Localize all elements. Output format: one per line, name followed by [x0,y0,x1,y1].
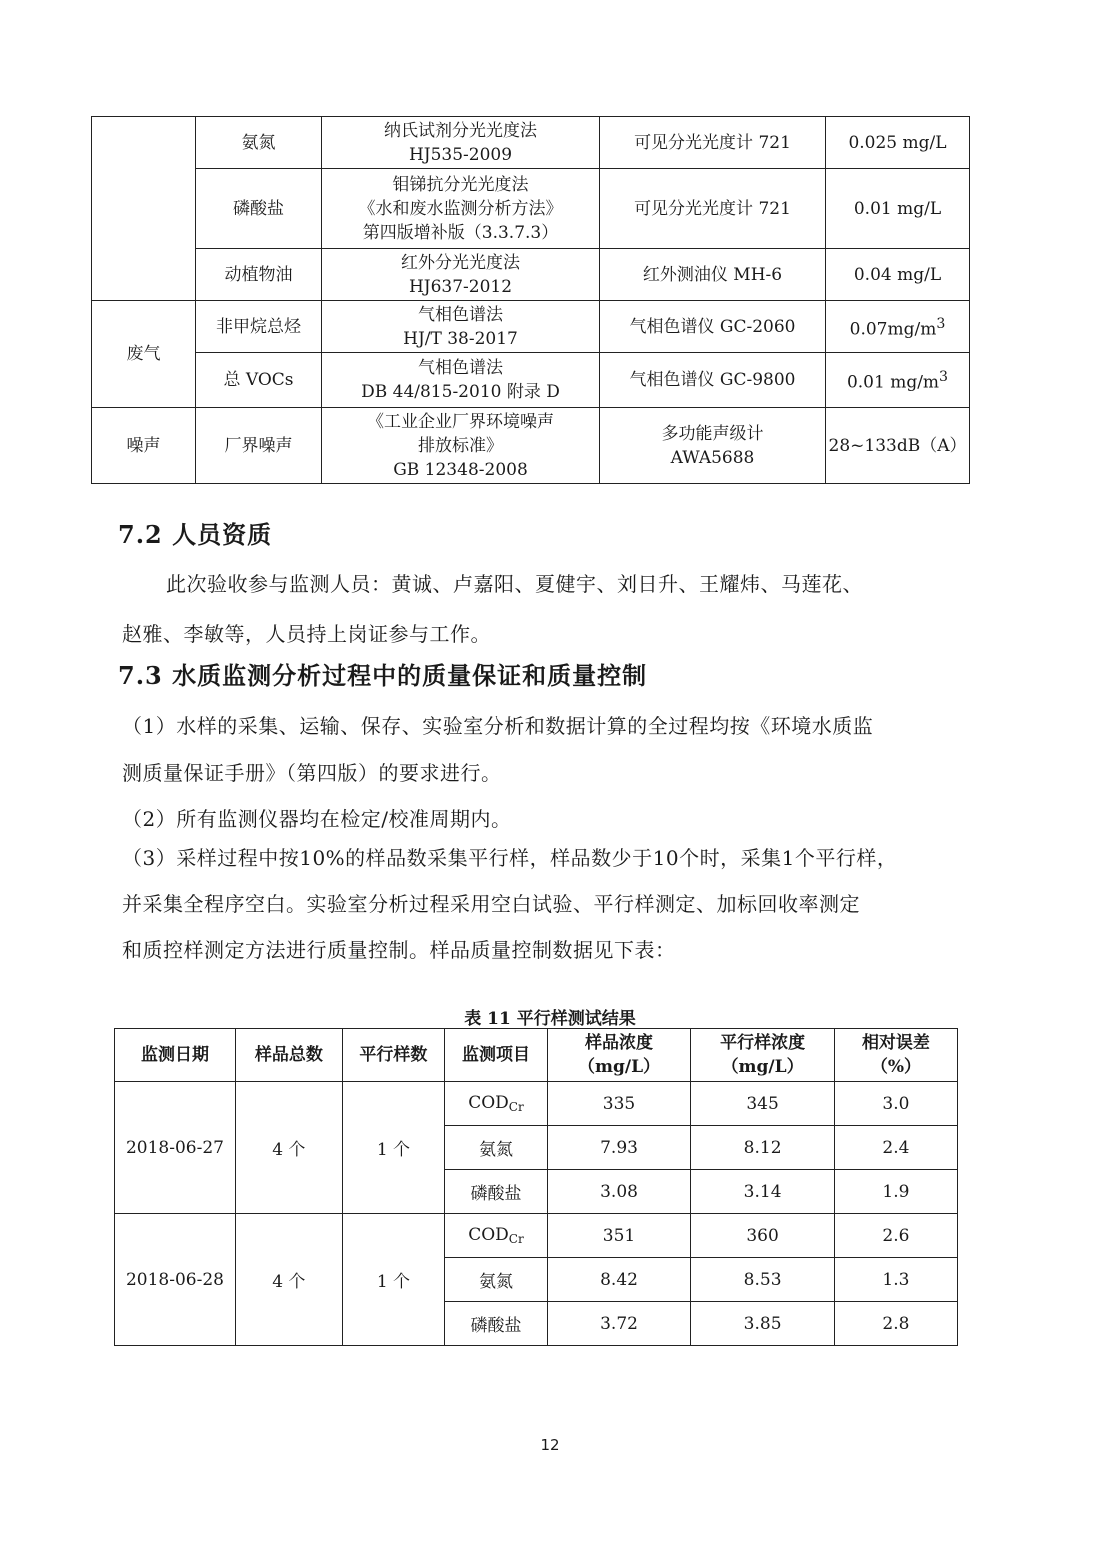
item-cell: 磷酸盐 [196,169,322,249]
detection-limit-cell: 28~133dB（A） [826,408,970,484]
table-row [115,1082,958,1126]
instrument-cell: 气相色谱仪 GC-2060 [600,301,826,353]
paragraph-line: （3）采样过程中按10%的样品数采集平行样，样品数少于10个时，采集1个平行样， [122,846,898,870]
paragraph-line: 测质量保证手册》（第四版）的要求进行。 [122,761,502,785]
paragraph-line: 赵雅、李敏等，人员持上岗证参与工作。 [122,622,491,646]
category-cell: 噪声 [92,408,196,484]
detection-limit-cell: 0.04 mg/L [826,249,970,301]
paragraph-line: 此次验收参与监测人员：黄诚、卢嘉阳、夏健宇、刘日升、王耀炜、马莲花、 [166,572,863,596]
parallel-value-cell: 8.53 [691,1258,835,1302]
paragraph-line: （1）水样的采集、运输、保存、实验室分析和数据计算的全过程均按《环境水质监 [122,714,874,738]
table-row [92,249,970,301]
header-parallel-count: 平行样数 [342,1029,445,1082]
paragraph-line: 和质控样测定方法进行质量控制。样品质量控制数据见下表： [122,938,676,962]
error-cell: 1.3 [834,1258,957,1302]
parallel-value-cell: 3.14 [691,1170,835,1214]
instrument-cell: 红外测油仪 MH-6 [600,249,826,301]
sample-value-cell: 3.08 [547,1170,691,1214]
sample-value-cell: 335 [547,1082,691,1126]
date-cell: 2018-06-27 [115,1082,236,1214]
table-header-row [115,1029,958,1082]
date-cell: 2018-06-28 [115,1214,236,1346]
item-cell: $COD_{Cr}$ [445,1214,548,1258]
table-caption: 表 11 平行样测试结果 [464,1009,636,1029]
header-sample-concentration: 样品浓度 （mg/L） [547,1029,691,1082]
parallel-value-cell: 8.12 [691,1126,835,1170]
parallel-sample-table [114,1028,958,1346]
instrument-cell: 可见分光光度计 721 [600,117,826,169]
section-heading-7-2: 7.2 人员资质 [118,520,273,549]
table-row [115,1214,958,1258]
header-parallel-concentration: 平行样浓度 （mg/L） [691,1029,835,1082]
item-cell: 厂界噪声 [196,408,322,484]
header-relative-error: 相对误差 （%） [834,1029,957,1082]
parallel-value-cell: 360 [691,1214,835,1258]
category-cell: 废气 [92,301,196,408]
monitoring-methods-table [91,116,970,484]
section-heading-7-3: 7.3 水质监测分析过程中的质量保证和质量控制 [118,661,648,690]
paragraph-line: （2）所有监测仪器均在检定/校准周期内。 [122,807,512,831]
parallel-count-cell: 1 个 [342,1214,445,1346]
item-cell: 氨氮 [445,1126,548,1170]
parallel-value-cell: 3.85 [691,1302,835,1346]
detection-limit-cell: 0.025 mg/L [826,117,970,169]
page-number: 12 [540,1436,560,1454]
method-cell: 钼锑抗分光光度法 《水和废水监测分析方法》 第四版增补版（3.3.7.3） [322,169,600,249]
detection-limit-cell: $0.07mg/m^3$ [826,301,970,353]
method-cell: 纳氏试剂分光光度法 HJ535-2009 [322,117,600,169]
parallel-value-cell: 345 [691,1082,835,1126]
table-row [92,408,970,484]
item-cell: 氨氮 [196,117,322,169]
method-cell: 《工业企业厂界环境噪声 排放标准》 GB 12348-2008 [322,408,600,484]
item-cell: 磷酸盐 [445,1170,548,1214]
table-row [92,169,970,249]
item-cell: 总 VOCs [196,353,322,408]
instrument-cell: 气相色谱仪 GC-9800 [600,353,826,408]
method-cell: 红外分光光度法 HJ637-2012 [322,249,600,301]
instrument-cell: 可见分光光度计 721 [600,169,826,249]
paragraph-line: 并采集全程序空白。实验室分析过程采用空白试验、平行样测定、加标回收率测定 [122,892,860,916]
method-cell: 气相色谱法 DB 44/815-2010 附录 D [322,353,600,408]
sample-value-cell: 8.42 [547,1258,691,1302]
error-cell: 2.8 [834,1302,957,1346]
item-cell: 氨氮 [445,1258,548,1302]
item-cell: 非甲烷总烃 [196,301,322,353]
header-date: 监测日期 [115,1029,236,1082]
error-cell: 2.4 [834,1126,957,1170]
error-cell: 3.0 [834,1082,957,1126]
item-cell: 磷酸盐 [445,1302,548,1346]
parallel-count-cell: 1 个 [342,1082,445,1214]
total-cell: 4 个 [236,1082,343,1214]
table-row [92,301,970,353]
header-item: 监测项目 [445,1029,548,1082]
error-cell: 2.6 [834,1214,957,1258]
error-cell: 1.9 [834,1170,957,1214]
detection-limit-cell: 0.01 mg/L [826,169,970,249]
category-cell [92,117,196,301]
item-cell: 动植物油 [196,249,322,301]
total-cell: 4 个 [236,1214,343,1346]
method-cell: 气相色谱法 HJ/T 38-2017 [322,301,600,353]
table-row [92,117,970,169]
sample-value-cell: 3.72 [547,1302,691,1346]
detection-limit-cell: 0.01 $mg/m^3$ [826,353,970,408]
sample-value-cell: 7.93 [547,1126,691,1170]
table-row [92,353,970,408]
instrument-cell: 多功能声级计 AWA5688 [600,408,826,484]
item-cell: $COD_{Cr}$ [445,1082,548,1126]
sample-value-cell: 351 [547,1214,691,1258]
header-total: 样品总数 [236,1029,343,1082]
